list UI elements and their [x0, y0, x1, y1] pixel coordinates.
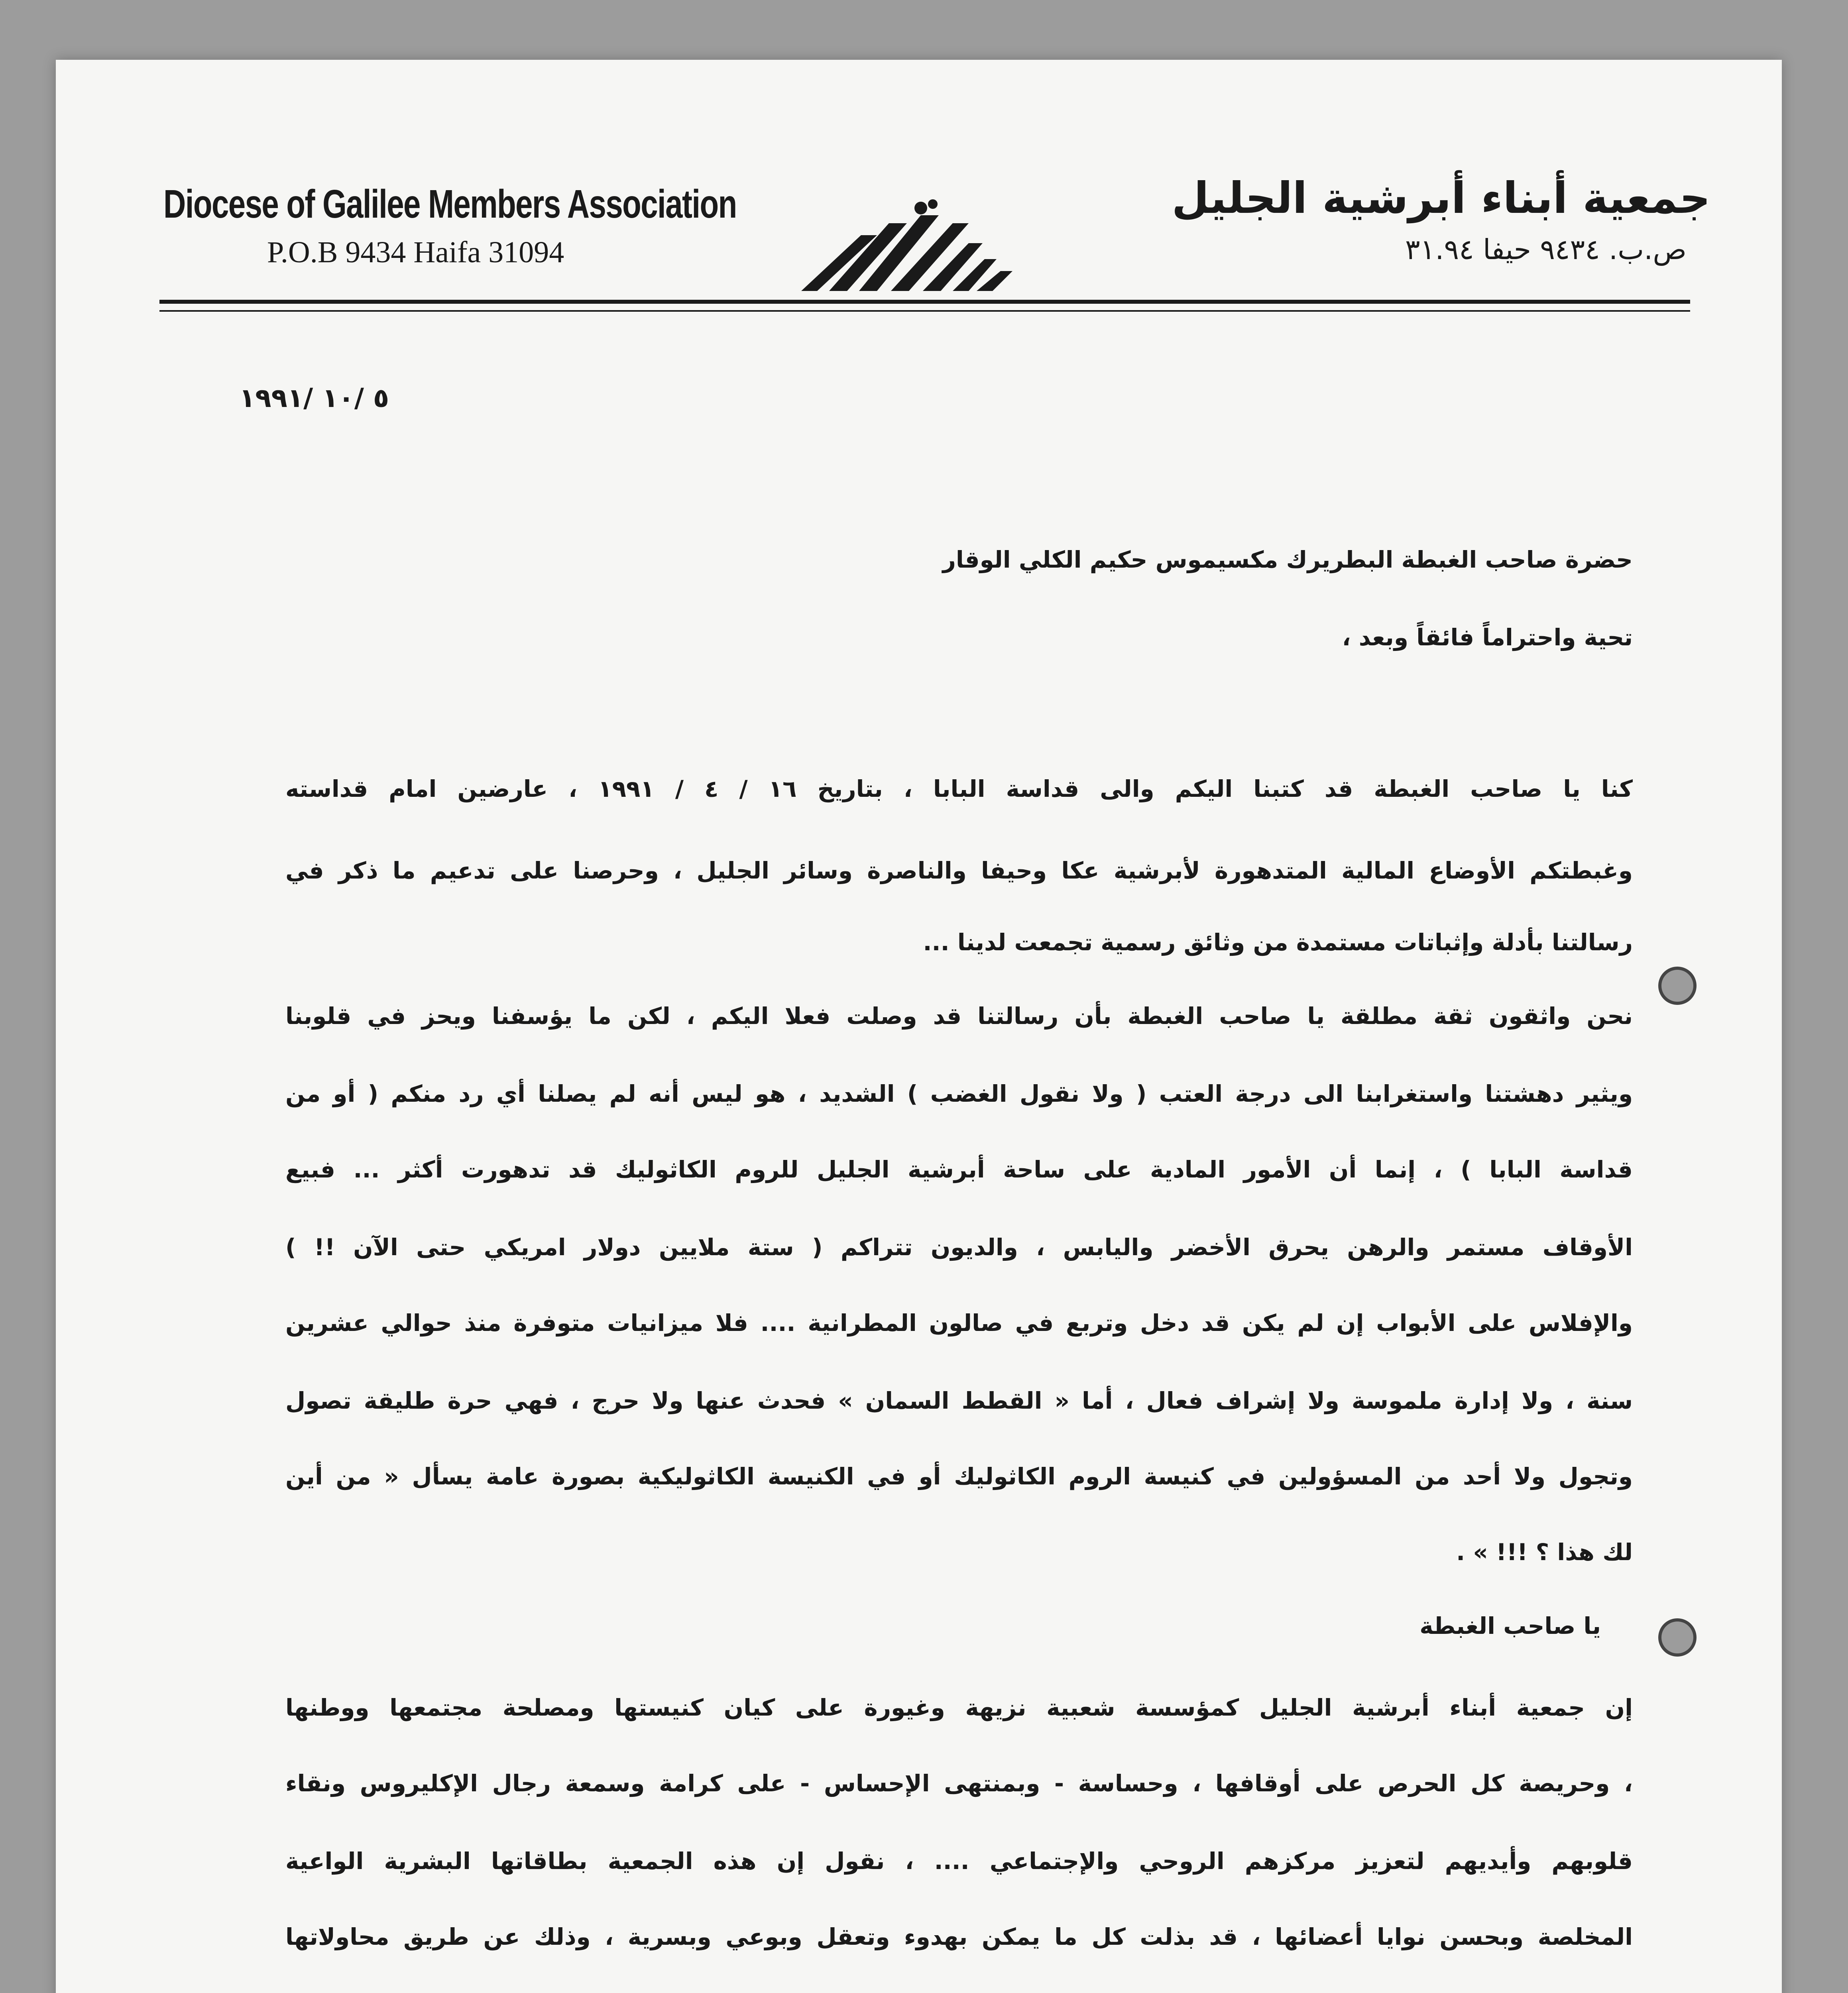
- body-line: نحن واثقون ثقة مطلقة يا صاحب الغبطة بأن رسالتنا قد وصلت فعلا اليكم ، لكن ما يؤسفنا ويحز في قلوبنا: [285, 1002, 1633, 1030]
- letterhead-english: [163, 181, 761, 270]
- association-logo-icon: [801, 199, 1024, 291]
- organization-name-english: Diocese of Galilee Members Association: [163, 182, 737, 226]
- po-box-english: P.O.B 9434 Haifa 31094: [267, 236, 564, 269]
- punch-hole-icon: [1658, 967, 1697, 1005]
- po-box-arabic: ص.ب. ٩٤٣٤ حيفا ٣١.٩٤: [1405, 233, 1687, 266]
- body-line: ، وحريصة كل الحرص على أوقافها ، وحساسة - وبمنتهى الإحساس - على كرامة وسمعة رجال الإكليروس ونقاء: [285, 1770, 1633, 1797]
- recipient-line: حضرة صاحب الغبطة البطريرك مكسيموس حكيم الكلي الوقار: [942, 546, 1633, 573]
- organization-name-arabic: جمعية أبناء أبرشية الجليل: [1172, 173, 1710, 223]
- body-line: والإفلاس على الأبواب إن لم يكن قد دخل وتربع في صالون المطرانية .... فلا ميزانيات متوفرة منذ حوالي عشرين: [285, 1309, 1633, 1337]
- body-line: قداسة البابا ) ، إنما أن الأمور المادية على ساحة أبرشية الجليل للروم الكاثوليك قد تدهورت أكثر ... فبيع: [285, 1156, 1633, 1183]
- body-line: سنة ، ولا إدارة ملموسة ولا إشراف فعال ، أما « القطط السمان » فحدث عنها ولا حرج ، فهي حرة طليقة تصول: [285, 1387, 1633, 1414]
- letterhead-arabic: [1152, 173, 1710, 266]
- letter-date: ٥ /١٠ /١٩٩١: [239, 383, 389, 413]
- greeting-line: تحية واحتراماً فائقاً وبعد ،: [1342, 624, 1633, 651]
- body-line: قلوبهم وأيديهم لتعزيز مركزهم الروحي والإجتماعي .... ، نقول إن هذه الجمعية بطاقاتها البشرية الواعية: [285, 1848, 1633, 1875]
- body-line: رسالتنا بأدلة وإثباتات مستمدة من وثائق رسمية تجمعت لدينا ...: [923, 929, 1633, 956]
- body-line: وتجول ولا أحد من المسؤولين في كنيسة الروم الكاثوليك أو في الكنيسة الكاثوليكية بصورة عامة يسأل « من أين: [285, 1463, 1633, 1490]
- punch-hole-icon: [1658, 1618, 1697, 1657]
- section-salutation: يا صاحب الغبطة: [1419, 1612, 1601, 1639]
- body-line: ويثير دهشتنا واستغرابنا الى درجة العتب ( ولا نقول الغضب ) الشديد ، هو ليس أنه لم يصلنا أي رد منكم ( أو من: [285, 1080, 1633, 1107]
- body-line: وغبطتكم الأوضاع المالية المتدهورة لأبرشية عكا وحيفا والناصرة وسائر الجليل ، وحرصنا على تدعيم ما ذكر في: [285, 857, 1633, 884]
- body-line: الأوقاف مستمر والرهن يحرق الأخضر واليابس ، والديون تتراكم ( ستة ملايين دولار امريكي حتى الآن !! ): [285, 1234, 1633, 1261]
- body-line: المخلصة وبحسن نوايا أعضائها ، قد بذلت كل ما يمكن بهدوء وتعقل وبوعي وبسرية ، وذلك عن طريق محاولاتها: [285, 1923, 1633, 1950]
- body-line: إن جمعية أبناء أبرشية الجليل كمؤسسة شعبية نزيهة وغيورة على كيان كنيستها ومصلحة مجتمعها ووطنها: [285, 1694, 1633, 1721]
- letterhead-divider-thin: [159, 310, 1690, 312]
- body-line: لك هذا ؟ !!! » .: [1456, 1539, 1633, 1566]
- letterhead-divider-thick: [159, 300, 1690, 304]
- body-line: كنا يا صاحب الغبطة قد كتبنا اليكم والى قداسة البابا ، بتاريخ ١٦ / ٤ / ١٩٩١ ، عارضين امام قداسته: [285, 775, 1633, 802]
